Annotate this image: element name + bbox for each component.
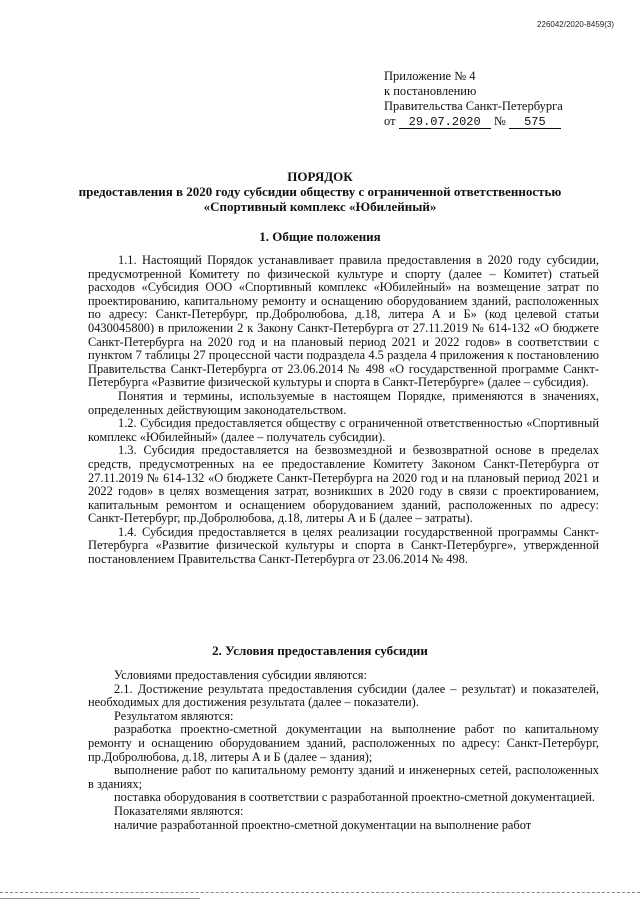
section2-heading: 2. Условия предоставления субсидии xyxy=(212,643,428,658)
appendix-header xyxy=(384,69,563,129)
section1-body xyxy=(88,254,599,567)
document-title: ПОРЯДОК xyxy=(287,169,353,184)
paragraph-terms: Понятия и термины, используемые в настоящем Порядке, применяются в значениях, определенных действующим законодательством. xyxy=(88,388,599,417)
appendix-line2: к постановлению xyxy=(384,84,477,98)
scan-artifact-line-2 xyxy=(0,898,200,899)
results-label: Результатом являются: xyxy=(114,708,234,723)
indicators-label: Показателями являются: xyxy=(114,803,244,818)
paragraph-1-1: 1.1. Настоящий Порядок устанавливает правила предоставления в 2020 году субсидии, предусмотренной Комитету по физической культуре и спорту (далее – Комитет) статьей расходов «Субсидия ООО «Спортивный комплекс «Юбилейный» на возмещение затрат по проектированию, капитальному ремонту и оснащению оборудованием зданий, расположенных по адресу: Санкт-Петербург, пр.Добролюбова, д.18, литера А и Б» (код целевой статьи 0430045800) в приложении 2 к Закону Санкт-Петербурга от 27.11.2019 № 614-132 «О бюджете Санкт-Петербурга на 2020 год и на плановый период 2021 и 2022 годов» в соответствии с пунктом 7 таблицы 27 процессной части подраздела 4.5 раздела 4 приложения к постановлению Правительства Санкт-Петербурга от 23.06.2014 № 498 «О государственной программе Санкт-Петербурга «Развитие физической культуры и спорта в Санкт-Петербурге» (далее – субсидия). xyxy=(88,253,599,390)
paragraph-1-2: 1.2. Субсидия предоставляется обществу с ограниченной ответственностью «Спортивный комплекс «Юбилейный» (далее – получатель субсидии). xyxy=(88,416,599,444)
scan-artifact-line xyxy=(0,892,640,895)
result-item-1: разработка проектно-сметной документации на выполнение работ по капитальному ремонту и оснащению оборудованием зданий, расположенных по адресу: Санкт-Петербург, пр.Добролюбова, д.18, литеры А и Б (далее – здания); xyxy=(88,722,599,764)
indicator-item-1: наличие разработанной проектно-сметной документации на выполнение работ xyxy=(114,817,532,832)
document-number: 226042/2020-8459(3) xyxy=(537,20,614,29)
result-item-3: поставка оборудования в соответствии с разработанной проектно-сметной документацией. xyxy=(114,790,596,805)
date-prefix: от xyxy=(384,114,396,128)
number-prefix: № xyxy=(493,114,506,128)
section2-body xyxy=(88,669,599,832)
paragraph-2-1: 2.1. Достижение результата предоставления субсидии (далее – результат) и показателей, необходимых для достижения результата (далее – показатели). xyxy=(88,681,599,710)
paragraph-1-4: 1.4. Субсидия предоставляется в целях реализации государственной программы Санкт-Петербурга «Развитие физической культуры и спорта в Санкт-Петербурге», утвержденной постановлением Правительства Санкт-Петербурга от 23.06.2014 № 498. xyxy=(88,524,599,567)
resolution-number: 575 xyxy=(509,116,561,129)
appendix-date-row xyxy=(384,114,563,129)
conditions-intro: Условиями предоставления субсидии являются: xyxy=(114,668,367,682)
document-subtitle-line1: предоставления в 2020 году субсидии обществу с ограниченной ответственностью xyxy=(78,184,562,199)
result-item-2: выполнение работ по капитальному ремонту зданий и инженерных сетей, расположенных в зданиях; xyxy=(88,763,599,791)
paragraph-1-3: 1.3. Субсидия предоставляется на безвозмездной и безвозвратной основе в пределах средств, предусмотренных на ее предоставление Комитету Законом Санкт-Петербурга от 27.11.2019 № 614-132 «О бюджете Санкт-Петербурга на 2020 год и на плановый период 2021 и 2022 годов» в целях возмещения затрат, возникших в 2020 году в связи с проектированием, капитальным ремонтом и оснащением оборудованием зданий, расположенных по адресу: Санкт-Петербург, пр.Добролюбова, д.18, литеры А и Б (далее – затраты). xyxy=(88,443,599,526)
resolution-date: 29.07.2020 xyxy=(399,116,491,129)
section1-heading: 1. Общие положения xyxy=(259,229,381,244)
appendix-line3: Правительства Санкт-Петербурга xyxy=(384,99,563,113)
appendix-line1: Приложение № 4 xyxy=(384,69,476,83)
document-subtitle-line2: «Спортивный комплекс «Юбилейный» xyxy=(203,199,437,214)
